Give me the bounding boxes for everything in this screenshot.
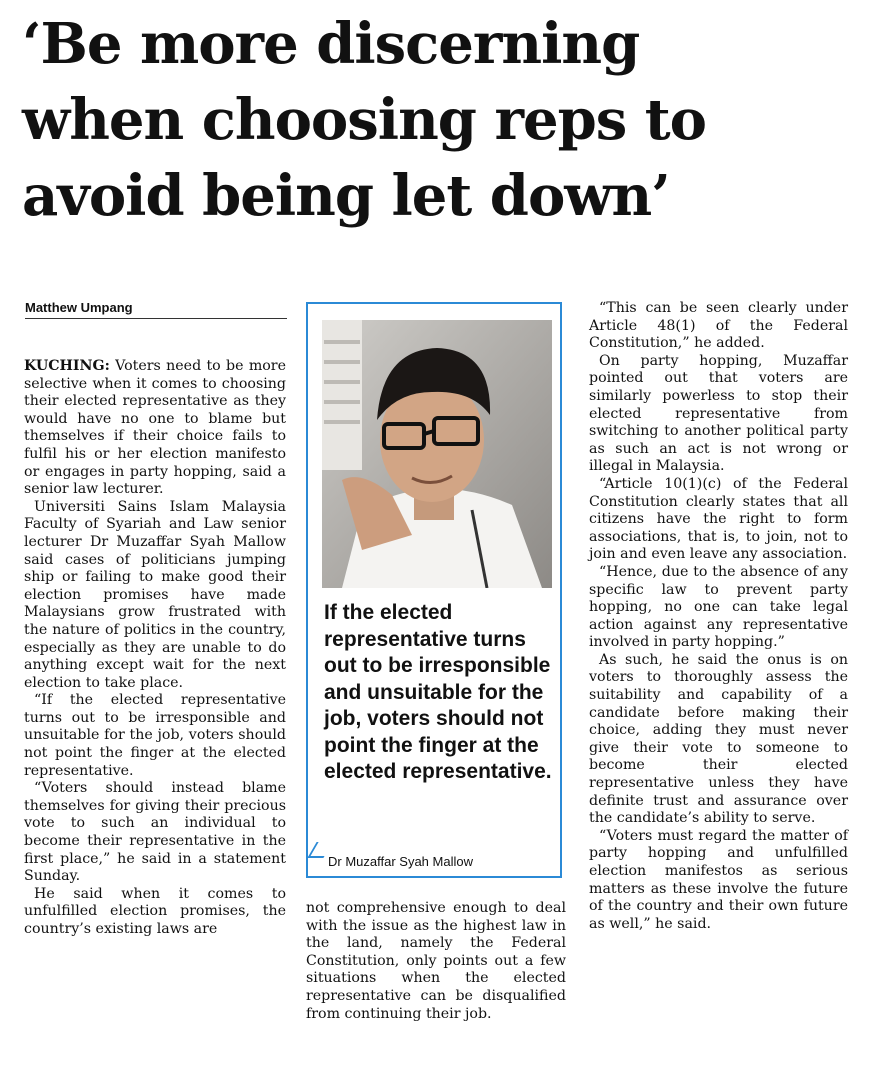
photo-sidebar: [306, 302, 562, 878]
paragraph: “If the elected representative turns out to be irresponsible and unsuitable for the job, voters should not point the finger at the elected representative.: [24, 692, 286, 779]
paragraph: [24, 358, 286, 499]
byline-rule: [25, 318, 287, 319]
pull-quote: If the elected representative turns out to be irresponsible and unsuitable for the job, voters should not point the finger at the elected representative.: [324, 601, 552, 783]
headline-line-1: ‘Be more discerning: [22, 11, 640, 77]
headline-line-3: avoid being let down’: [22, 163, 670, 229]
portrait-illustration: [322, 320, 552, 588]
paragraph: As such, he said the onus is on voters to thoroughly assess the suitability and capability of a candidate before making their choice, adding they must never give their vote to someone to become their elected representative unless they have definite trust and assurance over the candidate’s ability to serve.: [589, 651, 848, 827]
paragraph: He said when it comes to unfulfilled election promises, the country’s existing laws are: [24, 885, 286, 937]
paragraph: “This can be seen clearly under Article 48(1) of the Federal Constitution,” he added.: [589, 300, 848, 352]
paragraph: On party hopping, Muzaffar pointed out that voters are similarly powerless to stop their elected representative from switching to another political party as such an act is not wrong or illegal in Malaysia.: [589, 352, 848, 475]
headline: [22, 6, 862, 234]
dateline: KUCHING:: [24, 358, 110, 374]
headline-line-2: when choosing reps to: [22, 87, 706, 153]
portrait-photo: [322, 320, 552, 588]
paragraph: “Voters should instead blame themselves for giving their precious vote to such an individual to become their representative in the first place,” he said in a statement Sunday.: [24, 780, 286, 885]
paragraph: “Voters must regard the matter of party hopping and unfulfilled election manifestos as serious matters as these involve the future of the country and their own future as well,” he said.: [589, 827, 848, 932]
article-column-3: [589, 300, 848, 933]
photo-caption: Dr Muzaffar Syah Mallow: [328, 854, 473, 869]
byline: Matthew Umpang: [25, 300, 133, 315]
article-column-2: [306, 900, 566, 1023]
article-column-1: [24, 358, 286, 939]
paragraph: Universiti Sains Islam Malaysia Faculty of Syariah and Law senior lecturer Dr Muzaffar Syah Mallow said cases of politicians jumping ship or failing to make good their election promises have made Malaysians grow frustrated with the nature of politics in the country, especially as they are unable to do anything except wait for the next election to take place.: [24, 498, 286, 691]
paragraph: “Article 10(1)(c) of the Federal Constitution clearly states that all citizens have the right to form associations, that is, to join, not to join and even leave any association.: [589, 475, 848, 563]
paragraph: not comprehensive enough to deal with the issue as the highest law in the land, namely the Federal Constitution, only points out a few situations when the elected representative can be disqualified from continuing their job.: [306, 900, 566, 1022]
paragraph: “Hence, due to the absence of any specific law to prevent party hopping, no one can take legal action against any representative involved in party hopping.”: [589, 563, 848, 651]
lead-paragraph-text: Voters need to be more selective when it comes to choosing their elected representative as they would have no one to blame but themselves if their choice fails to fulfil his or her election manifesto or engages in party hopping, said a senior law lecturer.: [24, 358, 286, 498]
